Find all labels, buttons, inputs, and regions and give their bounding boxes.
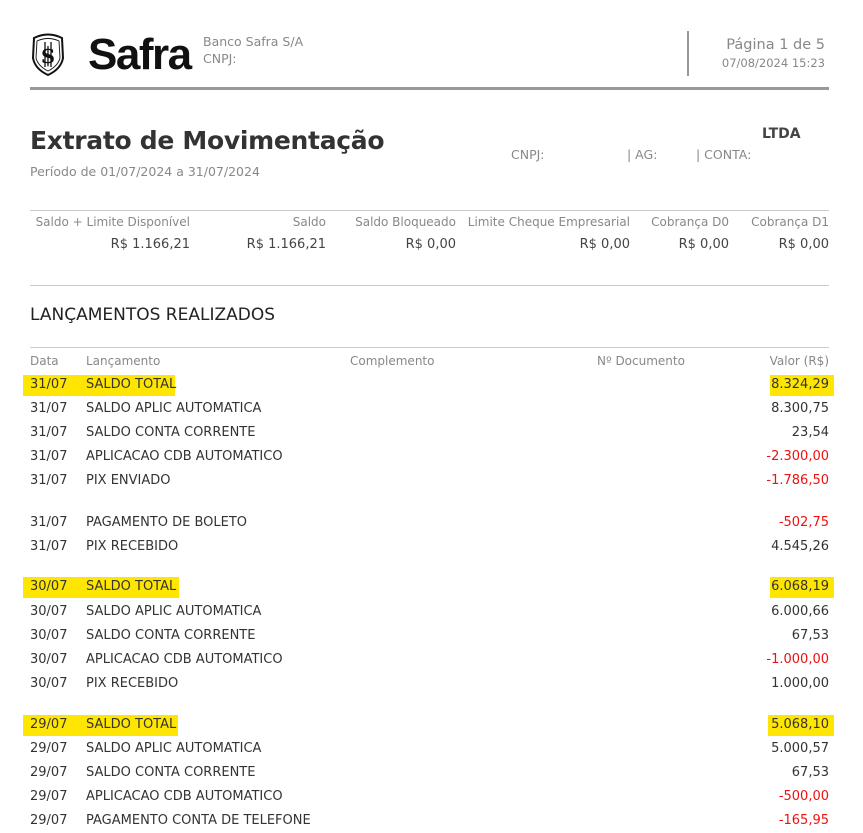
row-description: PAGAMENTO DE BOLETO bbox=[86, 515, 248, 530]
row-date: 29/07 bbox=[30, 765, 68, 780]
table-row bbox=[0, 471, 863, 491]
generated-timestamp: 07/08/2024 15:23 bbox=[721, 56, 825, 70]
row-value: 8.324,29 bbox=[771, 377, 829, 392]
table-row bbox=[0, 787, 863, 807]
company-name: LTDA bbox=[762, 126, 801, 142]
row-date: 30/07 bbox=[30, 676, 68, 691]
row-date: 31/07 bbox=[30, 473, 68, 488]
row-value: -2.300,00 bbox=[766, 449, 829, 464]
row-date: 29/07 bbox=[30, 789, 68, 804]
row-date: 31/07 bbox=[30, 401, 68, 416]
account-number-label: | CONTA: bbox=[696, 147, 752, 162]
table-row bbox=[0, 537, 863, 557]
summary-rule-top bbox=[30, 210, 829, 211]
page-title: Extrato de Movimentação bbox=[30, 126, 385, 155]
statement-header bbox=[30, 30, 829, 88]
row-value: -502,75 bbox=[778, 515, 829, 530]
table-row bbox=[0, 375, 863, 395]
statement-period: Período de 01/07/2024 a 31/07/2024 bbox=[30, 164, 260, 179]
column-header-document: Nº Documento bbox=[597, 354, 685, 368]
summary-rule-bottom bbox=[30, 285, 829, 286]
row-description: SALDO TOTAL bbox=[86, 579, 177, 594]
table-row bbox=[0, 447, 863, 467]
table-rule bbox=[30, 347, 829, 348]
row-value: 6.068,19 bbox=[771, 579, 829, 594]
table-row bbox=[0, 674, 863, 694]
row-date: 29/07 bbox=[30, 813, 68, 828]
row-description: APLICACAO CDB AUTOMATICO bbox=[86, 652, 283, 667]
column-header-date: Data bbox=[30, 354, 59, 368]
header-rule bbox=[30, 87, 829, 90]
table-row bbox=[0, 650, 863, 670]
header-divider bbox=[687, 31, 689, 76]
row-value: -165,95 bbox=[778, 813, 829, 828]
row-date: 29/07 bbox=[30, 741, 68, 756]
row-description: SALDO CONTA CORRENTE bbox=[86, 628, 256, 643]
row-date: 31/07 bbox=[30, 425, 68, 440]
summary-available: Saldo + Limite Disponível R$ 1.166,21 bbox=[35, 215, 190, 252]
summary-collection-d0: Cobrança D0 R$ 0,00 bbox=[651, 215, 729, 252]
table-row bbox=[0, 577, 863, 597]
table-row bbox=[0, 602, 863, 622]
bank-cnpj: CNPJ: bbox=[203, 51, 237, 66]
page-info bbox=[722, 35, 825, 71]
row-date: 29/07 bbox=[30, 717, 68, 732]
row-description: SALDO TOTAL bbox=[86, 717, 177, 732]
row-date: 30/07 bbox=[30, 579, 68, 594]
bank-name: Banco Safra S/A bbox=[203, 34, 304, 49]
row-description: SALDO APLIC AUTOMATICA bbox=[86, 401, 262, 416]
row-description: SALDO TOTAL bbox=[86, 377, 177, 392]
row-date: 31/07 bbox=[30, 515, 68, 530]
row-description: APLICACAO CDB AUTOMATICO bbox=[86, 789, 283, 804]
row-value: 8.300,75 bbox=[771, 401, 829, 416]
row-description: PAGAMENTO CONTA DE TELEFONE bbox=[86, 813, 311, 828]
bank-info bbox=[203, 33, 303, 67]
row-description: SALDO APLIC AUTOMATICA bbox=[86, 741, 262, 756]
row-date: 30/07 bbox=[30, 628, 68, 643]
svg-text:$: $ bbox=[40, 43, 56, 69]
row-value: 23,54 bbox=[791, 425, 829, 440]
row-value: 4.545,26 bbox=[771, 539, 829, 554]
section-title: LANÇAMENTOS REALIZADOS bbox=[30, 305, 275, 325]
row-value: -1.000,00 bbox=[766, 652, 829, 667]
summary-balance: Saldo R$ 1.166,21 bbox=[246, 215, 326, 252]
row-description: SALDO APLIC AUTOMATICA bbox=[86, 604, 262, 619]
row-description: PIX RECEBIDO bbox=[86, 539, 179, 554]
table-row bbox=[0, 811, 863, 831]
account-agency-label: | AG: bbox=[627, 147, 658, 162]
table-row bbox=[0, 739, 863, 759]
row-value: 5.068,10 bbox=[771, 717, 829, 732]
row-value: 5.000,57 bbox=[771, 741, 829, 756]
table-row bbox=[0, 763, 863, 783]
row-description: PIX RECEBIDO bbox=[86, 676, 179, 691]
summary-collection-d1: Cobrança D1 R$ 0,00 bbox=[751, 215, 829, 252]
column-header-value: Valor (R$) bbox=[769, 354, 829, 368]
row-value: -500,00 bbox=[778, 789, 829, 804]
account-cnpj-label: CNPJ: bbox=[511, 147, 545, 162]
column-header-complement: Complemento bbox=[350, 354, 435, 368]
column-header-description: Lançamento bbox=[86, 354, 161, 368]
table-row bbox=[0, 715, 863, 735]
row-date: 31/07 bbox=[30, 539, 68, 554]
row-description: SALDO CONTA CORRENTE bbox=[86, 425, 256, 440]
summary-blocked: Saldo Bloqueado R$ 0,00 bbox=[355, 215, 456, 252]
page-number: Página 1 de 5 bbox=[726, 37, 825, 53]
row-description: PIX ENVIADO bbox=[86, 473, 171, 488]
row-date: 30/07 bbox=[30, 604, 68, 619]
summary-overdraft-limit: Limite Cheque Empresarial R$ 0,00 bbox=[467, 215, 630, 252]
row-date: 31/07 bbox=[30, 449, 68, 464]
row-value: 6.000,66 bbox=[771, 604, 829, 619]
row-date: 30/07 bbox=[30, 652, 68, 667]
row-description: APLICACAO CDB AUTOMATICO bbox=[86, 449, 283, 464]
row-value: 67,53 bbox=[791, 765, 829, 780]
table-row bbox=[0, 423, 863, 443]
row-value: 67,53 bbox=[791, 628, 829, 643]
row-description: SALDO CONTA CORRENTE bbox=[86, 765, 256, 780]
row-date: 31/07 bbox=[30, 377, 68, 392]
safra-crest-icon bbox=[30, 32, 66, 76]
row-value: -1.786,50 bbox=[766, 473, 829, 488]
table-row bbox=[0, 513, 863, 533]
safra-logo: Safra bbox=[88, 30, 191, 79]
row-value: 1.000,00 bbox=[771, 676, 829, 691]
table-row bbox=[0, 399, 863, 419]
table-row bbox=[0, 626, 863, 646]
